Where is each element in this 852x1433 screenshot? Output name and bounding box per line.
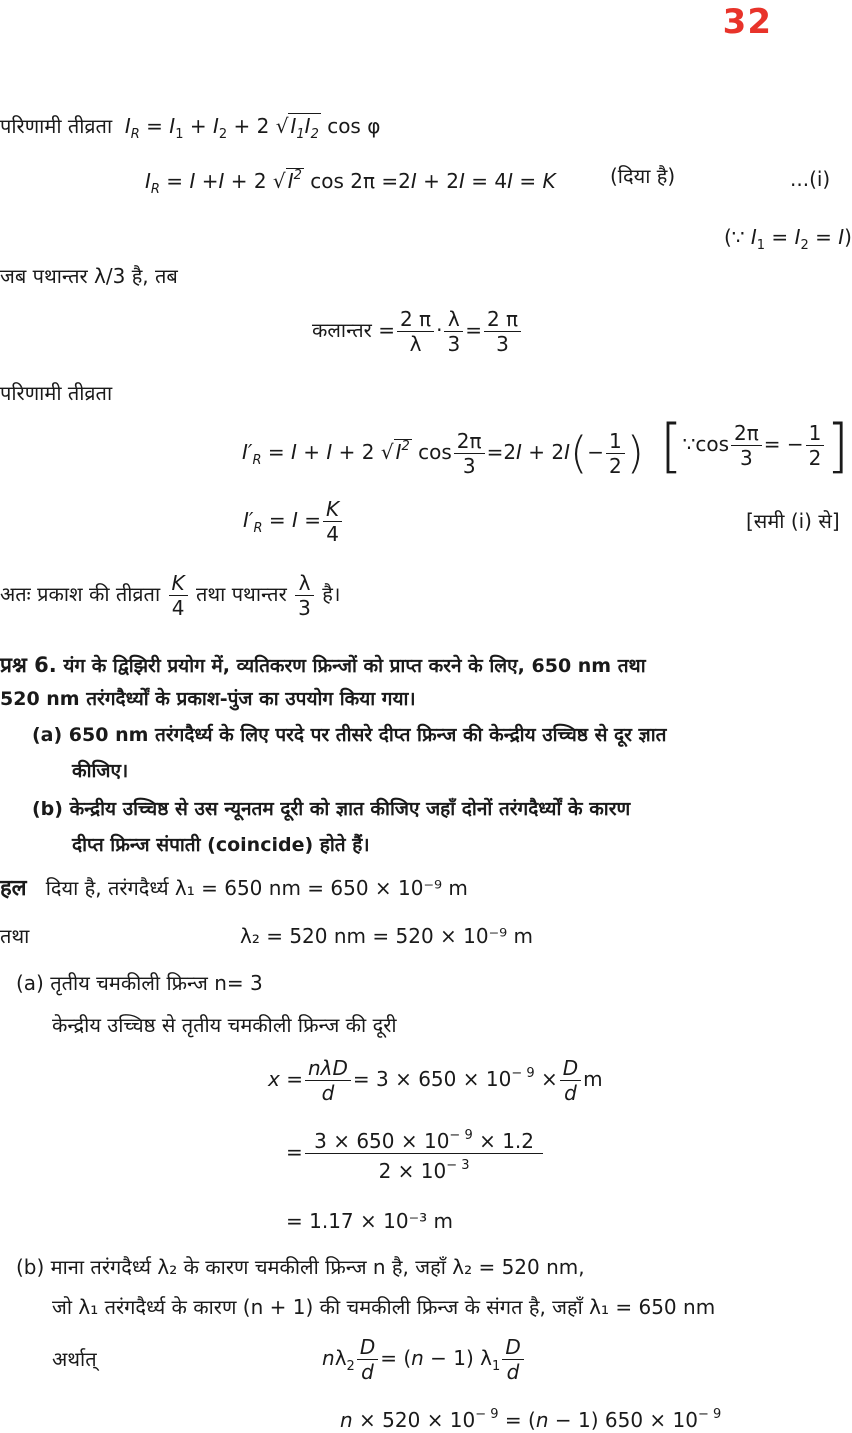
equation-x-result: = 1.17 × 10⁻³ m — [286, 1209, 453, 1233]
since-i1-i2-equal: (∵ $I_1 = I_2 = I$) — [724, 225, 852, 253]
solution-given: दिया है, तरंगदैर्ध्य — [45, 876, 169, 900]
equation-ir-prime: $I'_R = I + I + 2$ √ $I^2$ cos $\frac{2\pi}{3}$ =2I + 2I(− $\frac{1}{2}$ ) — [242, 427, 644, 479]
question-6-line-1 — [0, 652, 646, 679]
equation-b-2: $n \times 520 \times 10^{- 9} = (n - 1) 650 \times 10^{- 9}$ — [340, 1407, 722, 1432]
equation-ir-prime-result: $I'_R = I$ = $\frac{K}{4}$ — [243, 494, 344, 555]
equation-ir-specific: $I_R = I +I + 2$ √ $I^2$ cos 2π =2I + 2I = 4I = K — [145, 168, 556, 197]
conclusion-mid: तथा पथान्तर — [195, 582, 287, 606]
page-number: 32 — [722, 2, 772, 42]
since-cos-value: [∵cos $\frac{2\pi}{3}$ = − $\frac{1}{2}$ ] — [660, 411, 850, 480]
equation-ref-i: ...(i) — [790, 167, 831, 191]
lambda-2-value: λ₂ = 520 nm = 520 × 10⁻⁹ m — [240, 924, 533, 948]
solution-label: हल — [0, 876, 27, 901]
arthat-label: अर्थात् — [52, 1347, 97, 1371]
note-given: (दिया है) — [610, 164, 676, 188]
part-a-distance-label: केन्द्रीय उच्चिष्ठ से तृतीय चमकीली फ्रिन्ज की दूरी — [52, 1013, 397, 1037]
path-difference-line: जब पथान्तर λ/3 है, तब — [0, 264, 178, 288]
part-b-line-2: जो λ₁ तरंगदैर्ध्य के कारण (n + 1) की चमकीली फ्रिन्ज के संगत है, जहाँ λ₁ = 650 nm — [52, 1295, 716, 1319]
part-a-third-fringe: (a) तृतीय चमकीली फ्रिन्ज n= 3 — [16, 971, 263, 995]
label-resultant-intensity: परिणामी तीव्रता — [0, 114, 113, 138]
question-6-part-a-2: कीजिए। — [72, 760, 129, 782]
solution-line-1 — [0, 875, 468, 902]
label-phase-difference: कलान्तर — [312, 318, 372, 342]
label-resultant-intensity-2: परिणामी तीव्रता — [0, 381, 113, 405]
question-6-text-1: यंग के द्विझिरी प्रयोग में, व्यतिकरण फ्रिन्जों को प्राप्त करने के लिए, 650 nm तथा — [63, 655, 646, 677]
question-6-part-b-2: दीप्त फ्रिन्ज संपाती (coincide) होते हैं। — [72, 834, 370, 856]
conclusion-post: है। — [322, 582, 341, 606]
conclusion-line: अतः प्रकाश की तीव्रता $\frac{K}{4}$ तथा पथान्तर $\frac{\lambda}{3}$ है। — [0, 571, 341, 620]
part-b-line-1: (b) माना तरंगदैर्ध्य λ₂ के कारण चमकीली फ्रिन्ज n है, जहाँ λ₂ = 520 nm, — [16, 1255, 585, 1279]
conclusion-pre: अतः प्रकाश की तीव्रता — [0, 582, 161, 606]
phase-difference-line: कलान्तर = $\frac{2 \pi}{\lambda}$ · $\frac{\lambda}{3}$ = $\frac{2 \pi}{3}$ — [312, 304, 523, 356]
question-6-label: प्रश्न 6. — [0, 653, 57, 677]
lambda-1-value: λ₁ = 650 nm = 650 × 10⁻⁹ m — [174, 876, 468, 900]
line-resultant-intensity — [0, 113, 380, 148]
equation-b-1: $n\lambda_2$ $\frac{D}{d}$ = (n − 1) $\lambda_1$ $\frac{D}{d}$ — [322, 1330, 526, 1395]
ref-from-eq-i: [समी (i) से] — [746, 509, 840, 533]
equation-ir-general: $I_R = I_1 + I_2 + 2$ √ $I_1I_2$ cos φ — [124, 114, 381, 142]
question-6-part-b-1: (b) केन्द्रीय उच्चिष्ठ से उस न्यूनतम दूरी को ज्ञात कीजिए जहाँ दोनों तरंगदैर्ध्यों के कारण — [32, 798, 631, 820]
question-6-part-a-1: (a) 650 nm तरंगदैर्ध्य के लिए परदे पर तीसरे दीप्त फ्रिन्ज की केन्द्रीय उच्चिष्ठ से दूर ज्ञात — [32, 724, 667, 746]
solution-and: तथा — [0, 924, 30, 948]
equation-x: x = $\frac{\text{nλD}}{d}$ = $3 \times 650 \times 10^{- 9}$ × $\frac{D}{d}$ m — [268, 1056, 603, 1105]
question-6-line-2: 520 nm तरंगदैर्ध्यों के प्रकाश-पुंज का उपयोग किया गया। — [0, 688, 416, 710]
equation-x-substituted: = $\frac{3 \times 650 \times 10^{- 9} \times 1.2}{2 \times 10^{- 3}}$ — [286, 1124, 545, 1183]
